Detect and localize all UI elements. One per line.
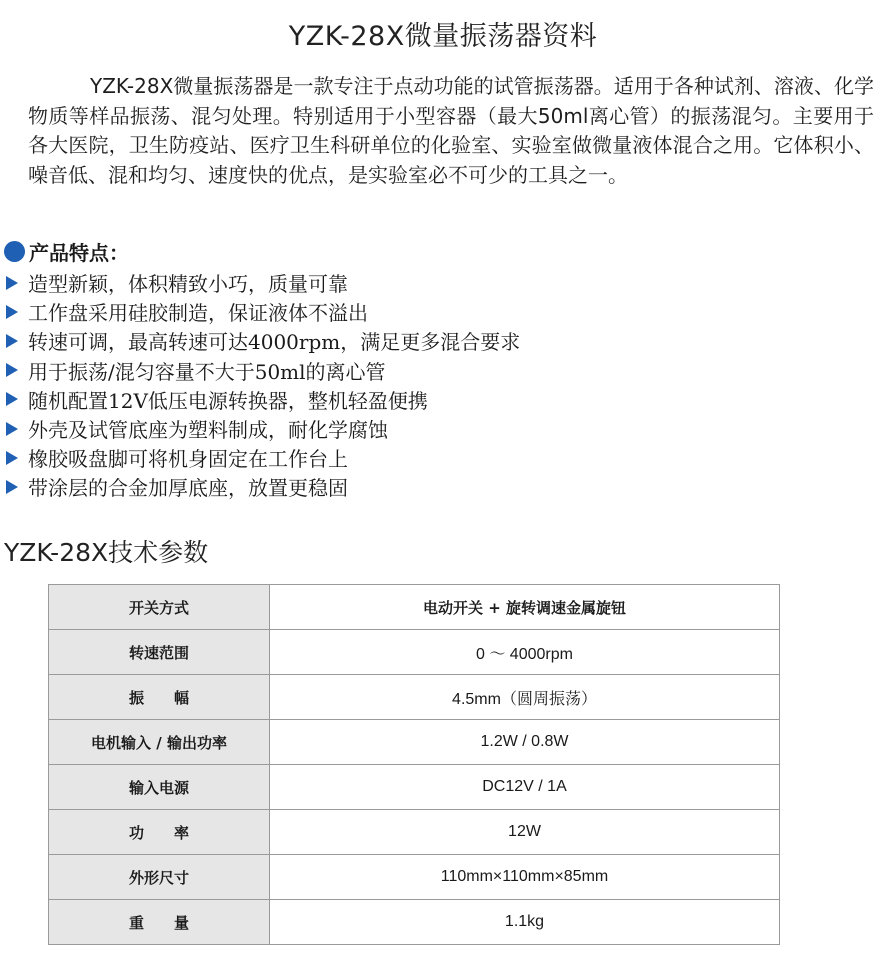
feature-item <box>4 472 520 501</box>
spec-title: YZK-28X技术参数 <box>4 538 209 567</box>
spec-table <box>48 584 780 945</box>
spec-label: 重 量 <box>49 900 270 945</box>
feature-item <box>4 443 520 472</box>
feature-item <box>4 356 520 385</box>
features-heading-text: 产品特点： <box>29 240 129 265</box>
blue-dot-icon <box>4 241 25 262</box>
spec-label: 开关方式 <box>49 585 270 630</box>
triangle-bullet-icon <box>6 451 18 465</box>
spec-label: 功 率 <box>49 810 270 855</box>
feature-text: 转速可调，最高转速可达4000rpm，满足更多混合要求 <box>28 330 521 355</box>
feature-item <box>4 297 520 326</box>
features-heading <box>4 237 129 265</box>
triangle-bullet-icon <box>6 276 18 290</box>
table-row <box>49 720 780 765</box>
feature-text: 用于振荡/混匀容量不大于50ml的离心管 <box>28 359 386 384</box>
table-row <box>49 585 780 630</box>
spec-label: 电机输入 / 输出功率 <box>49 720 270 765</box>
table-row <box>49 900 780 945</box>
spec-value: 110mm×110mm×85mm <box>270 855 780 900</box>
intro-paragraph: YZK-28X微量振荡器是一款专注于点动功能的试管振荡器。适用于各种试剂、溶液、化学物质等样品振荡、混匀处理。特别适用于小型容器（最大50ml离心管）的振荡混匀。主要用于各大医院，卫生防疫站、医疗卫生科研单位的化验室、实验室做微量液体混合之用。它体积小、噪音低、混和均匀、速度快的优点，是实验室必不可少的工具之一。 <box>28 74 874 187</box>
spec-label: 振 幅 <box>49 675 270 720</box>
spec-value: 4.5mm（圆周振荡） <box>270 675 780 720</box>
feature-text: 带涂层的合金加厚底座，放置更稳固 <box>28 476 348 501</box>
spec-label: 转速范围 <box>49 630 270 675</box>
triangle-bullet-icon <box>6 392 18 406</box>
feature-text: 造型新颖，体积精致小巧，质量可靠 <box>28 272 348 297</box>
table-row <box>49 810 780 855</box>
feature-text: 随机配置12V低压电源转换器，整机轻盈便携 <box>28 388 428 413</box>
spec-value: 12W <box>270 810 780 855</box>
feature-text: 橡胶吸盘脚可将机身固定在工作台上 <box>28 447 348 472</box>
triangle-bullet-icon <box>6 334 18 348</box>
spec-value: 电动开关 + 旋转调速金属旋钮 <box>270 585 780 630</box>
triangle-bullet-icon <box>6 422 18 436</box>
features-list <box>4 268 520 502</box>
feature-text: 外壳及试管底座为塑料制成，耐化学腐蚀 <box>28 418 388 443</box>
triangle-bullet-icon <box>6 480 18 494</box>
feature-item <box>4 268 520 297</box>
table-row <box>49 765 780 810</box>
spec-label: 输入电源 <box>49 765 270 810</box>
feature-text: 工作盘采用硅胶制造，保证液体不溢出 <box>28 301 368 326</box>
spec-value: DC12V / 1A <box>270 765 780 810</box>
feature-item <box>4 414 520 443</box>
spec-value: 0 ～ 4000rpm <box>270 630 780 675</box>
triangle-bullet-icon <box>6 363 18 377</box>
table-row <box>49 675 780 720</box>
spec-label: 外形尺寸 <box>49 855 270 900</box>
spec-value: 1.1kg <box>270 900 780 945</box>
page-title: YZK-28X微量振荡器资料 <box>288 21 598 53</box>
table-row <box>49 855 780 900</box>
spec-value: 1.2W / 0.8W <box>270 720 780 765</box>
feature-item <box>4 326 520 355</box>
table-row <box>49 630 780 675</box>
feature-item <box>4 385 520 414</box>
triangle-bullet-icon <box>6 305 18 319</box>
